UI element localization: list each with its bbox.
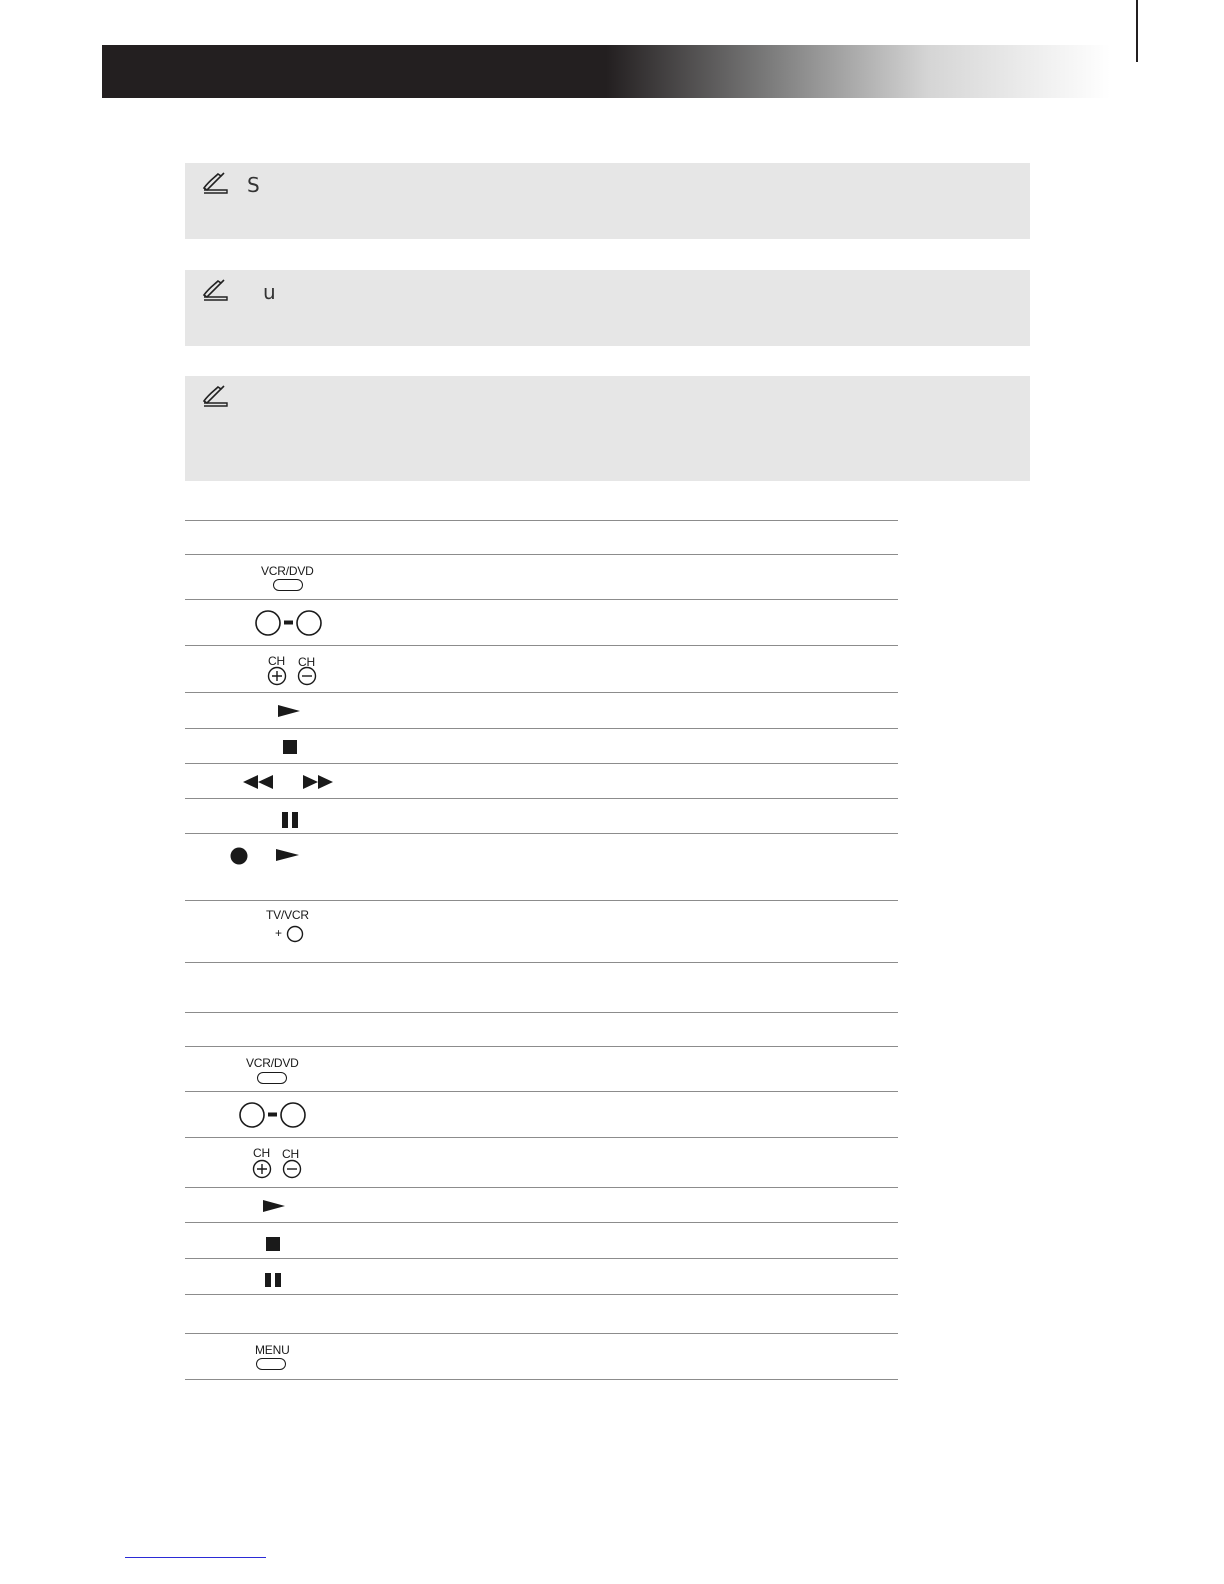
rewind-fast-forward-icon	[242, 774, 336, 790]
top-vertical-rule	[1136, 0, 1138, 62]
table-rule	[185, 1222, 898, 1223]
note-text: S	[247, 173, 260, 197]
ch-up-label: CH	[268, 654, 285, 668]
vcr-dvd-label: VCR/DVD	[246, 1056, 299, 1070]
table-rule	[185, 692, 898, 693]
table-rule	[185, 1294, 898, 1295]
play-icon	[277, 703, 301, 719]
tv-vcr-prefix: +	[275, 926, 282, 940]
stop-icon	[265, 1236, 281, 1252]
ch-down-label: CH	[282, 1147, 299, 1161]
table-rule	[185, 1091, 898, 1092]
table-rule	[185, 645, 898, 646]
header-bar	[102, 45, 1110, 98]
note-box-2	[185, 270, 1030, 346]
number-buttons-icon	[238, 1100, 308, 1130]
table-rule	[185, 763, 898, 764]
table-rule	[185, 1046, 898, 1047]
table-rule	[185, 520, 898, 521]
table-rule	[185, 1379, 898, 1380]
channel-up-down-icon	[251, 1159, 305, 1179]
menu-button-icon	[256, 1358, 286, 1370]
pause-icon	[264, 1272, 282, 1288]
note-text: u	[263, 280, 276, 304]
table-rule	[185, 1137, 898, 1138]
note-box-3	[185, 376, 1030, 481]
note-pencil-icon	[201, 278, 231, 302]
tv-vcr-label: TV/VCR	[266, 908, 309, 922]
stop-icon	[282, 739, 298, 755]
note-box-1	[185, 163, 1030, 239]
table-rule	[185, 962, 898, 963]
tv-vcr-button-icon	[286, 925, 304, 943]
footer-link-underline[interactable]	[125, 1557, 266, 1558]
table-rule	[185, 599, 898, 600]
table-rule	[185, 900, 898, 901]
menu-label: MENU	[255, 1343, 290, 1357]
table-rule	[185, 1333, 898, 1334]
vcr-dvd-button-icon	[273, 579, 303, 591]
table-rule	[185, 1187, 898, 1188]
table-rule	[185, 833, 898, 834]
pause-icon	[281, 811, 299, 829]
ch-down-label: CH	[298, 655, 315, 669]
table-rule	[185, 554, 898, 555]
play-icon	[262, 1198, 286, 1214]
number-buttons-icon	[254, 608, 324, 638]
note-pencil-icon	[201, 384, 231, 408]
note-pencil-icon	[201, 171, 231, 195]
vcr-dvd-label: VCR/DVD	[261, 564, 314, 578]
vcr-dvd-button-icon	[257, 1072, 287, 1084]
table-rule	[185, 1258, 898, 1259]
record-play-icon	[230, 845, 302, 867]
table-rule	[185, 1012, 898, 1013]
table-rule	[185, 798, 898, 799]
channel-up-down-icon	[266, 666, 320, 686]
ch-up-label: CH	[253, 1146, 270, 1160]
table-rule	[185, 728, 898, 729]
